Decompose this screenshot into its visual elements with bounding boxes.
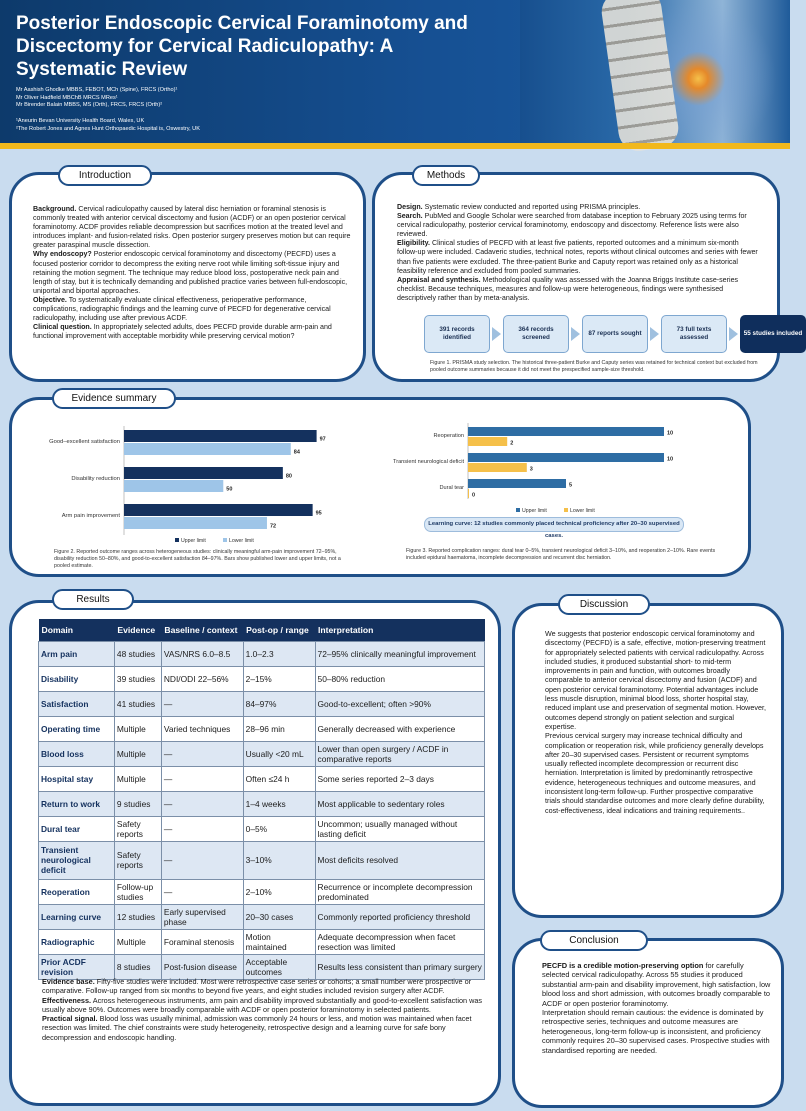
table-cell: 72–95% clinically meaningful improvement <box>315 641 484 666</box>
table-cell: — <box>161 791 243 816</box>
table-row <box>39 816 485 841</box>
bar <box>124 480 223 492</box>
results-heading: Results <box>52 589 134 610</box>
bar <box>468 453 664 462</box>
domain-cell: Hospital stay <box>39 766 115 791</box>
paragraph-body: Across heterogeneous instruments, arm pain and disability improved substantially and good-to-excellent satisfaction was usually above 90%. Outcomes were broadly comparable with ACDF or open posterior foraminotomy in selected patients. <box>42 995 483 1014</box>
paragraph-body: for carefully selected cervical radiculopathy. Across 55 studies it produced substantial arm-pain and disability improvement, high satisfaction, low blood loss and short admission, with outcomes broadly comparable to ACDF or open posterior foraminotomy. <box>542 961 771 1008</box>
table-cell: Follow-up studies <box>114 879 161 904</box>
paragraph-label: Search. <box>397 212 423 221</box>
evidence-heading: Evidence summary <box>52 388 176 409</box>
category-label: Reoperation <box>433 433 464 439</box>
table-row <box>39 691 485 716</box>
arrow-right-icon <box>729 327 738 341</box>
results-table <box>38 619 485 980</box>
learning-curve-note: Learning curve: 12 studies commonly placed technical proficiency after 20–30 supervised cases. <box>424 517 684 532</box>
conclusion-paragraph: Interpretation should remain cautious: the evidence is dominated by retrospective series, techniques and outcome measures are heterogeneous, long-term follow-up is inconsistent, and proficiency commonly requires 20–30 supervised cases. Prospective studies with standardised reporting are needed. <box>542 1008 770 1055</box>
column-header: Baseline / context <box>161 619 243 641</box>
table-cell: Multiple <box>114 929 161 954</box>
data-label: 95 <box>315 510 322 517</box>
author-3: Mr Birender Balain MBBS, MS (Orth), FRCS, FRCS (Orth)² <box>16 102 163 109</box>
paragraph-body: To systematically evaluate clinical effectiveness, perioperative performance, complications, radiographic findings and the learning curve of PECFD for degenerative cervical radiculopathy, including use after previous ACDF. <box>33 295 331 323</box>
table-cell: Multiple <box>114 741 161 766</box>
table-cell: Uncommon; usually managed without lasting deficit <box>315 816 484 841</box>
domain-cell: Transient neurological deficit <box>39 841 115 879</box>
table-cell: — <box>161 816 243 841</box>
discussion-paragraph: We suggests that posterior endoscopic cervical foraminotomy and discectomy (PECFD) is a safe, effective, motion-preserving treatment for appropriately selected patients with cervical radiculopathy. Across included studies, it produced substantial short- to mid-term improvements in pain and function, with outcomes broadly comparable to anterior cervical discectomy and fusion (ACDF) and open posterior cervical foraminotomy. Potential advantages include less muscle disruption, minimal blood loss, shorter hospital stay, reduced implant use and preservation of segmental motion. However, outcomes depend strongly on patient selection and surgical expertise. <box>545 629 766 731</box>
paragraph-label: Appraisal and synthesis. <box>397 275 481 284</box>
domain-cell: Return to work <box>39 791 115 816</box>
table-cell: Most deficits resolved <box>315 841 484 879</box>
bar <box>468 463 527 472</box>
paragraph-label: Eligibility. <box>397 239 430 248</box>
data-label: 5 <box>569 482 573 489</box>
introduction-heading: Introduction <box>58 165 152 186</box>
arrow-right-icon <box>492 327 501 341</box>
data-label: 2 <box>510 440 514 447</box>
data-label: 50 <box>226 486 233 493</box>
domain-cell: Learning curve <box>39 904 115 929</box>
table-row <box>39 741 485 766</box>
table-cell: 1–4 weeks <box>243 791 315 816</box>
table-cell: Varied techniques <box>161 716 243 741</box>
arrow-right-icon <box>650 327 659 341</box>
affiliation-1: ¹Aneurin Bevan University Health Board, Wales, UK <box>16 118 145 124</box>
bar <box>124 504 313 516</box>
bar <box>468 427 664 436</box>
table-cell: 0–5% <box>243 816 315 841</box>
results-paragraph <box>42 977 487 996</box>
category-label: Good–excellent satisfaction <box>49 439 120 445</box>
legend-label: Upper limit <box>522 508 547 514</box>
table-cell: 8 studies <box>114 954 161 979</box>
table-cell: Acceptable outcomes <box>243 954 315 979</box>
column-header: Post-op / range <box>243 619 315 641</box>
table-cell: Some series reported 2–3 days <box>315 766 484 791</box>
domain-cell: Prior ACDF revision <box>39 954 115 979</box>
category-label: Transient neurological deficit <box>393 459 464 465</box>
author-2: Mr Oliver Hadfield MBChB MRCS MRes¹ <box>16 94 118 101</box>
discussion-heading: Discussion <box>558 594 650 615</box>
legend-swatch <box>223 538 227 542</box>
table-cell: 50–80% reduction <box>315 666 484 691</box>
category-label: Dural tear <box>439 485 464 491</box>
table-cell: 1.0–2.3 <box>243 641 315 666</box>
table-row <box>39 791 485 816</box>
intro-paragraph <box>33 205 351 250</box>
legend-label: Lower limit <box>229 538 254 544</box>
bar <box>124 443 291 455</box>
data-label: 0 <box>472 492 476 499</box>
arrow-right-icon <box>571 327 580 341</box>
header-divider <box>0 143 790 149</box>
prisma-flow <box>424 315 806 353</box>
table-row <box>39 666 485 691</box>
data-label: 97 <box>319 436 326 443</box>
conclusion-heading: Conclusion <box>540 930 648 951</box>
table-cell: VAS/NRS 6.0–8.5 <box>161 641 243 666</box>
domain-cell: Blood loss <box>39 741 115 766</box>
paragraph-label: Clinical question. <box>33 323 92 332</box>
table-cell: 9 studies <box>114 791 161 816</box>
table-row <box>39 879 485 904</box>
table-cell: Adequate decompression when facet resection was limited <box>315 929 484 954</box>
column-header: Evidence <box>114 619 161 641</box>
table-cell: 48 studies <box>114 641 161 666</box>
flow-step: 391 records identified <box>424 315 490 353</box>
table-row <box>39 716 485 741</box>
paragraph-label: Effectiveness. <box>42 995 92 1005</box>
paragraph-label: Why endoscopy? <box>33 250 92 259</box>
flow-step: 87 reports sought <box>582 315 648 353</box>
paragraph-label: Objective. <box>33 295 67 304</box>
column-header: Domain <box>39 619 115 641</box>
table-cell: Safety reports <box>114 841 161 879</box>
table-cell: — <box>161 766 243 791</box>
paragraph-body: Clinical studies of PECFD with at least five patients, reported outcomes and a minimum six-month follow-up were included. Cadaveric studies, technical notes, reports without clinical outcomes and series with fewer than five patients were excluded. The three-patient Burke and Caputy report was retained only as a historical feasibility reference and excluded from pooled summaries. <box>397 239 758 275</box>
poster-header <box>0 0 790 143</box>
table-row <box>39 904 485 929</box>
conclusion-lead: PECFD is a credible motion-preserving option <box>542 961 704 970</box>
legend-swatch <box>516 508 520 512</box>
legend-swatch <box>175 538 179 542</box>
bar <box>468 437 507 446</box>
table-cell: Lower than open surgery / ACDF in comparative reports <box>315 741 484 766</box>
paragraph-body: In appropriately selected adults, does PECFD provide durable arm-pain and functional improvement with acceptable morbidity while preserving cervical motion? <box>33 323 332 341</box>
methods-paragraph <box>397 276 759 303</box>
complication-range-chart <box>380 420 710 515</box>
table-cell: 20–30 cases <box>243 904 315 929</box>
legend-label: Upper limit <box>181 538 206 544</box>
paragraph-body: Systematic review conducted and reported using PRISMA principles. <box>422 203 641 211</box>
category-label: Disability reduction <box>71 476 120 482</box>
table-cell: Motion maintained <box>243 929 315 954</box>
figure-1-caption: Figure 1. PRISMA study selection. The historical three-patient Burke and Caputy series was retained for technical context but excluded from pooled outcome summaries because it did not meet the prespecified sample-size threshold. <box>430 360 758 373</box>
affiliation-list <box>16 118 200 133</box>
table-cell: — <box>161 841 243 879</box>
table-row <box>39 929 485 954</box>
methods-paragraph <box>397 239 759 275</box>
domain-cell: Radiographic <box>39 929 115 954</box>
intro-paragraph <box>33 323 351 341</box>
category-label: Arm pain improvement <box>61 513 120 519</box>
author-list <box>16 87 177 110</box>
table-cell: Foraminal stenosis <box>161 929 243 954</box>
table-cell: Often ≤24 h <box>243 766 315 791</box>
bar <box>124 467 283 479</box>
flow-step-final: 55 studies included <box>740 315 806 353</box>
table-cell: Commonly reported proficiency threshold <box>315 904 484 929</box>
paragraph-label: Evidence base. <box>42 977 95 986</box>
data-label: 3 <box>529 466 533 473</box>
table-cell: 84–97% <box>243 691 315 716</box>
intro-paragraph <box>33 296 351 323</box>
table-cell: Safety reports <box>114 816 161 841</box>
conclusion-text <box>542 961 771 1055</box>
table-cell: 2–10% <box>243 879 315 904</box>
table-header-row <box>39 619 485 641</box>
table-cell: 3–10% <box>243 841 315 879</box>
affiliation-2: ²The Robert Jones and Agnes Hunt Orthopaedic Hospital is, Oswestry, UK <box>16 125 200 132</box>
table-cell: 2–15% <box>243 666 315 691</box>
table-row <box>39 841 485 879</box>
table-cell: 12 studies <box>114 904 161 929</box>
table-cell: 28–96 min <box>243 716 315 741</box>
table-cell: Usually <20 mL <box>243 741 315 766</box>
data-label: 80 <box>285 473 292 480</box>
author-1: Mr Aashish Ghodke MBBS, FEBOT, MCh (Spine), FRCS (Ortho)¹ <box>16 87 178 93</box>
table-cell: 41 studies <box>114 691 161 716</box>
figure-3-caption: Figure 3. Reported complication ranges: dural tear 0–5%, transient neurological deficit 3–10%, and reoperation 2–10%. Rare events included epidural haematoma, incomplete decompression and recurrent disc herniation. <box>406 548 716 561</box>
table-row <box>39 954 485 979</box>
table-cell: Generally decreased with experience <box>315 716 484 741</box>
table-cell: Multiple <box>114 716 161 741</box>
poster-title: Posterior Endoscopic Cervical Foraminotomy and Discectomy for Cervical Radiculopathy: A Systematic Review <box>16 13 468 80</box>
table-row <box>39 766 485 791</box>
paragraph-label: Background. <box>33 205 77 213</box>
flow-step: 73 full texts assessed <box>661 315 727 353</box>
legend-swatch <box>564 508 568 512</box>
results-paragraph <box>42 1014 487 1042</box>
data-label: 72 <box>269 523 277 530</box>
data-label: 10 <box>667 430 674 437</box>
domain-cell: Disability <box>39 666 115 691</box>
table-cell: — <box>161 879 243 904</box>
intro-paragraph <box>33 250 351 295</box>
methods-paragraph <box>397 212 759 239</box>
table-cell: Post-fusion disease <box>161 954 243 979</box>
outcome-range-chart <box>30 420 360 550</box>
legend-label: Lower limit <box>570 508 595 514</box>
discussion-paragraph: Previous cervical surgery may increase technical difficulty and complication or reoperation risk, while proficiency generally develops after 20–30 supervised cases. Persistent or recurrent symptoms usually reflected incomplete decompression or recurrent disc herniation. Interpretation is limited by predominantly retrospective evidence, heterogeneous techniques and outcome measures, and inconsistent long-term follow-up. Further prospective comparative trials should standardise outcomes and more clearly define durability, cost-effectiveness, ideal indications and training requirements.. <box>545 731 765 815</box>
bar <box>124 517 267 529</box>
methods-heading: Methods <box>412 165 480 186</box>
conclusion-paragraph <box>542 961 771 1008</box>
results-text <box>42 977 487 1042</box>
domain-cell: Reoperation <box>39 879 115 904</box>
paragraph-label: Practical signal. <box>42 1014 98 1024</box>
methods-paragraph <box>397 203 759 212</box>
table-body <box>39 641 485 979</box>
paragraph-label: Design. <box>397 203 423 211</box>
domain-cell: Dural tear <box>39 816 115 841</box>
methods-text <box>397 203 759 303</box>
table-cell: Multiple <box>114 766 161 791</box>
table-cell: — <box>161 741 243 766</box>
introduction-text <box>33 205 351 341</box>
table-cell: Recurrence or incomplete decompression predominated <box>315 879 484 904</box>
flow-step: 364 records screened <box>503 315 569 353</box>
table-cell: Most applicable to sedentary roles <box>315 791 484 816</box>
table-cell: Results less consistent than primary surgery <box>315 954 484 979</box>
table-cell: Early supervised phase <box>161 904 243 929</box>
table-cell: 39 studies <box>114 666 161 691</box>
results-paragraph <box>42 996 487 1015</box>
bar <box>468 489 469 498</box>
figure-2-caption: Figure 2. Reported outcome ranges across heterogeneous studies: clinically meaningful arm-pain improvement 72–95%, disability reduction 50–80%, and good-to-excellent satisfaction 84–97%. Bars show published lower and upper limits, not a pooled estimate. <box>54 549 341 569</box>
domain-cell: Operating time <box>39 716 115 741</box>
bar <box>124 430 317 442</box>
paragraph-body: Posterior endoscopic cervical foraminotomy and discectomy (PECFD) uses a focused posterior corridor to decompress the exiting nerve root while limiting soft-tissue injury and retaining the motion segment. The technique may reduce blood loss, postoperative neck pain and length of stay, but it is technically demanding and published practice varies between full-endoscopic, uniportal and biportal approaches. <box>33 250 348 295</box>
table-cell: — <box>161 691 243 716</box>
domain-cell: Arm pain <box>39 641 115 666</box>
paragraph-body: Cervical radiculopathy caused by lateral disc herniation or foraminal stenosis is commonly treated with anterior cervical discectomy and fusion (ACDF) or an open posterior cervical foraminotomy. ACDF provides reliable decompression but sacrifices motion at the treated level and introduces implant- and fusion-related risks. Open posterior surgery preserves motion but can require greater paraspinal muscle dissection. <box>33 205 351 250</box>
paragraph-body: Methodological quality was assessed with the Joanna Briggs Institute case-series checklist. Because techniques, measures and follow-up were heterogeneous, findings were synthesised descriptively rather than by meta-analysis. <box>397 275 739 302</box>
bar <box>468 479 566 488</box>
table-row <box>39 641 485 666</box>
paragraph-body: Fifty-five studies were included. Most were retrospective case series or cohorts; a small number were prospective or comparative. Follow-up ranged from six months to beyond five years, and eight studies included revision surgery after ACDF. <box>42 977 472 996</box>
data-label: 84 <box>293 449 300 456</box>
column-header: Interpretation <box>315 619 484 641</box>
paragraph-body: PubMed and Google Scholar were searched from database inception to February 2025 using terms for cervical radiculopathy, posterior cervical foraminotomy, endoscopy and discectomy. Reference lists were also reviewed. <box>397 212 747 239</box>
table-cell: Good-to-excellent; often >90% <box>315 691 484 716</box>
data-label: 10 <box>667 456 674 463</box>
discussion-text <box>545 629 767 815</box>
paragraph-body: Blood loss was usually minimal, admission was commonly 24 hours or less, and motion was maintained when facet resection was limited. The chief constraints were study heterogeneity, retrospective design and a learning curve for safe bony decompression and endoscopic handling. <box>42 1014 472 1042</box>
table-cell: NDI/ODI 22–56% <box>161 666 243 691</box>
domain-cell: Satisfaction <box>39 691 115 716</box>
